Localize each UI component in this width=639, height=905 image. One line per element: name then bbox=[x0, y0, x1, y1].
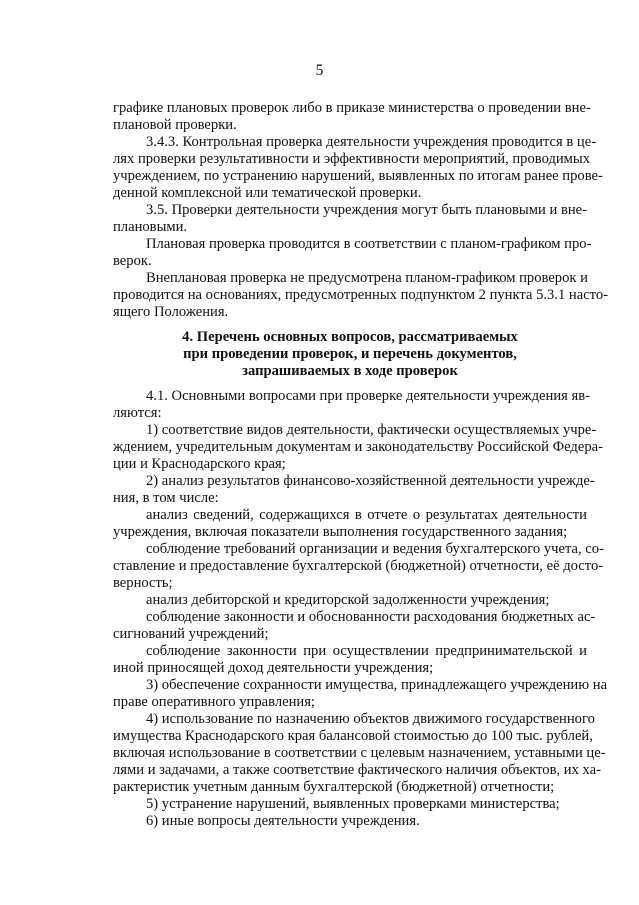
list-item-line: рактеристик учетным данным бухгалтерской (бюджетной) отчетности; bbox=[113, 779, 555, 795]
section-heading-line: запрашиваемых в ходе проверок bbox=[242, 363, 458, 379]
list-item-line: соблюдение законности и обоснованности расходования бюджетных ас- bbox=[146, 609, 596, 625]
list-item-line: имущества Краснодарского края балансовой стоимостью до 100 тыс. рублей, bbox=[113, 728, 593, 744]
list-item-line: соблюдение законности при осуществлении предпринимательской и bbox=[146, 643, 587, 659]
paragraph-line: учреждением, по устранению нарушений, выявленных по итогам ранее прове- bbox=[113, 168, 603, 184]
list-item-line: 2) анализ результатов финансово-хозяйственной деятельности учрежде- bbox=[146, 473, 595, 489]
list-item-line: анализ дебиторской и кредиторской задолженности учреждения; bbox=[146, 592, 550, 608]
section-heading-line: при проведении проверок, и перечень документов, bbox=[183, 346, 517, 362]
list-item-line: иной приносящей доход деятельности учреждения; bbox=[113, 660, 434, 676]
list-item-line: анализ сведений, содержащихся в отчете о результатах деятельности bbox=[146, 507, 587, 523]
list-item-line: лями и задачами, а также соответствие фактического наличия объектов, их ха- bbox=[113, 762, 601, 778]
paragraph-line: верок. bbox=[113, 253, 152, 269]
paragraph-line: ящего Положения. bbox=[113, 304, 229, 320]
list-item-line: 3) обеспечение сохранности имущества, принадлежащего учреждению на bbox=[146, 677, 608, 693]
list-item-line: 1) соответствие видов деятельности, фактически осуществляемых учре- bbox=[146, 422, 597, 438]
paragraph-line: проводится на основаниях, предусмотренных подпунктом 2 пункта 5.3.1 насто- bbox=[113, 287, 609, 303]
paragraph-line: 4.1. Основными вопросами при проверке деятельности учреждения яв- bbox=[146, 388, 590, 404]
list-item-line: ждением, учредительным документам и законодательству Российской Федера- bbox=[113, 439, 603, 455]
list-item-line: учреждения, включая показатели выполнения государственного задания; bbox=[113, 524, 568, 540]
list-item-line: 6) иные вопросы деятельности учреждения. bbox=[146, 813, 420, 829]
list-item-line: ции и Краснодарского края; bbox=[113, 456, 286, 472]
list-item-line: соблюдение требований организации и ведения бухгалтерского учета, со- bbox=[146, 541, 604, 557]
list-item-line: 5) устранение нарушений, выявленных проверками министерства; bbox=[146, 796, 560, 812]
list-item-line: верность; bbox=[113, 575, 173, 591]
paragraph-line: Плановая проверка проводится в соответствии с планом-графиком про- bbox=[146, 236, 592, 252]
paragraph-line: денной комплексной или тематической проверки. bbox=[113, 185, 422, 201]
paragraph-line: лях проверки результативности и эффективности мероприятий, проводимых bbox=[113, 151, 591, 167]
paragraph-line: графике плановых проверок либо в приказе министерства о проведении вне- bbox=[113, 100, 591, 116]
paragraph-line: Внеплановая проверка не предусмотрена планом-графиком проверок и bbox=[146, 270, 588, 286]
paragraph-line: ляются: bbox=[113, 405, 162, 421]
list-item-line: 4) использование по назначению объектов движимого государственного bbox=[146, 711, 595, 727]
list-item-line: ния, в том числе: bbox=[113, 490, 219, 506]
paragraph-line: 3.4.3. Контрольная проверка деятельности учреждения проводится в це- bbox=[146, 134, 597, 150]
paragraph-line: 3.5. Проверки деятельности учреждения могут быть плановыми и вне- bbox=[146, 202, 587, 218]
paragraph-line: плановой проверки. bbox=[113, 117, 237, 133]
page-number: 5 bbox=[315, 62, 324, 79]
list-item-line: ставление и предоставление бухгалтерской (бюджетной) отчетности, её досто- bbox=[113, 558, 604, 574]
list-item-line: включая использование в соответствии с целевым назначением, уставными це- bbox=[113, 745, 606, 761]
section-heading-line: 4. Перечень основных вопросов, рассматриваемых bbox=[182, 329, 518, 345]
list-item-line: сигнований учреждений; bbox=[113, 626, 269, 642]
list-item-line: праве оперативного управления; bbox=[113, 694, 315, 710]
paragraph-line: плановыми. bbox=[113, 219, 188, 235]
